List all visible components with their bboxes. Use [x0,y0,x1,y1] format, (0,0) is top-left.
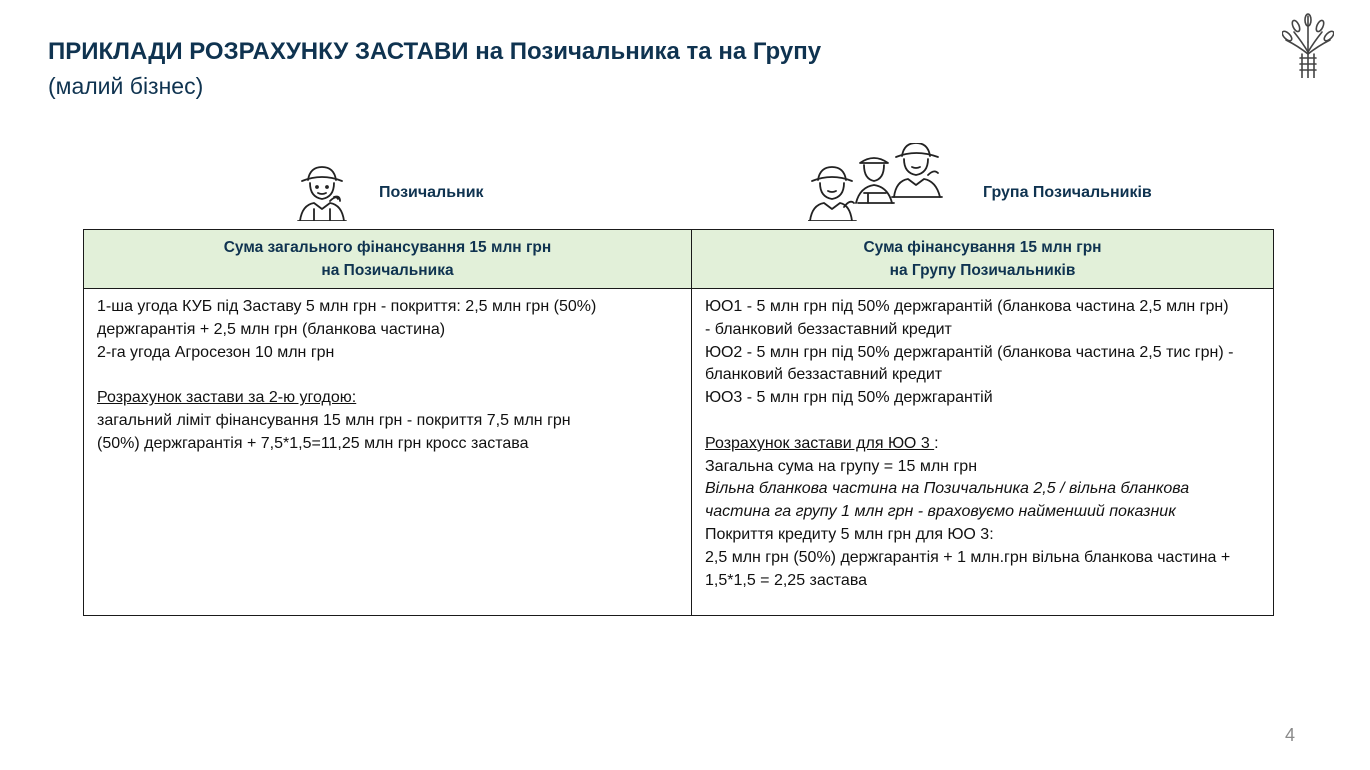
group-line: Загальна сума на групу = 15 млн грн [705,457,978,475]
group-line: ЮО2 - 5 млн грн під 50% держгарантій (бланкова частина 2,5 тис грн) - [705,343,1234,361]
farmers-group-icon [808,143,944,221]
borrower-line: (50%) держгарантія + 7,5*1,5=11,25 млн грн кросс застава [97,434,529,452]
page-number: 4 [1285,725,1296,745]
group-line: бланковий беззаставний кредит [705,366,943,384]
wheat-sheaf-icon [1282,12,1334,78]
group-cell [692,289,1274,616]
group-line: 1,5*1,5 = 2,25 застава [705,571,868,589]
header-group [692,230,1274,289]
header-borrower-line-2: на Позичальника [321,262,454,279]
borrower-calc-heading: Розрахунок застави за 2-ю угодою: [97,389,357,407]
table-body-row [84,289,1274,616]
group-line-italic: Вільна бланкова частина на Позичальника 2,5 / вільна бланкова [705,480,1190,498]
header-group-line-1: Сума фінансування 15 млн грн [863,239,1102,256]
borrower-line: загальний ліміт фінансування 15 млн грн - покриття 7,5 млн грн [97,411,571,429]
header-borrower-line-1: Сума загального фінансування 15 млн грн [223,239,552,256]
group-label: Група Позичальників [983,184,1152,201]
borrower-line: 2-га угода Агросезон 10 млн грн [97,343,335,361]
group-line: - бланковий беззаставний кредит [705,320,952,338]
group-line-italic: частина га групу 1 млн грн - враховуємо найменший показник [705,503,1176,521]
slide-title: ПРИКЛАДИ РОЗРАХУНКУ ЗАСТАВИ на Позичальника та на Групу [48,38,822,65]
slide-subtitle: (малий бізнес) [48,73,204,99]
borrower-label: Позичальник [379,184,484,201]
group-calc-heading-colon: : [934,434,939,452]
group-calc-heading [705,433,1260,456]
spacer [705,410,1260,433]
borrower-cell [84,289,692,616]
borrower-line: 1-ша угода КУБ під Заставу 5 млн грн - покриття: 2,5 млн грн (50%) [97,298,597,315]
group-line: 2,5 млн грн (50%) держгарантія + 1 млн.грн вільна бланкова частина + [705,548,1231,566]
group-line: ЮО3 - 5 млн грн під 50% держгарантій [705,389,993,407]
spacer [97,364,678,387]
group-line: ЮО1 - 5 млн грн під 50% держгарантій (бланкова частина 2,5 млн грн) [705,298,1229,315]
group-line: Покриття кредиту 5 млн грн для ЮО 3: [705,525,994,543]
header-borrower [84,230,692,289]
farmer-icon [296,163,348,221]
table-header-row [84,230,1274,289]
comparison-table [83,229,1274,616]
group-calc-heading-text: Розрахунок застави для ЮО 3 [705,434,935,452]
header-group-line-2: на Групу Позичальників [889,262,1076,279]
borrower-line: держгарантія + 2,5 млн грн (бланкова частина) [97,320,446,338]
